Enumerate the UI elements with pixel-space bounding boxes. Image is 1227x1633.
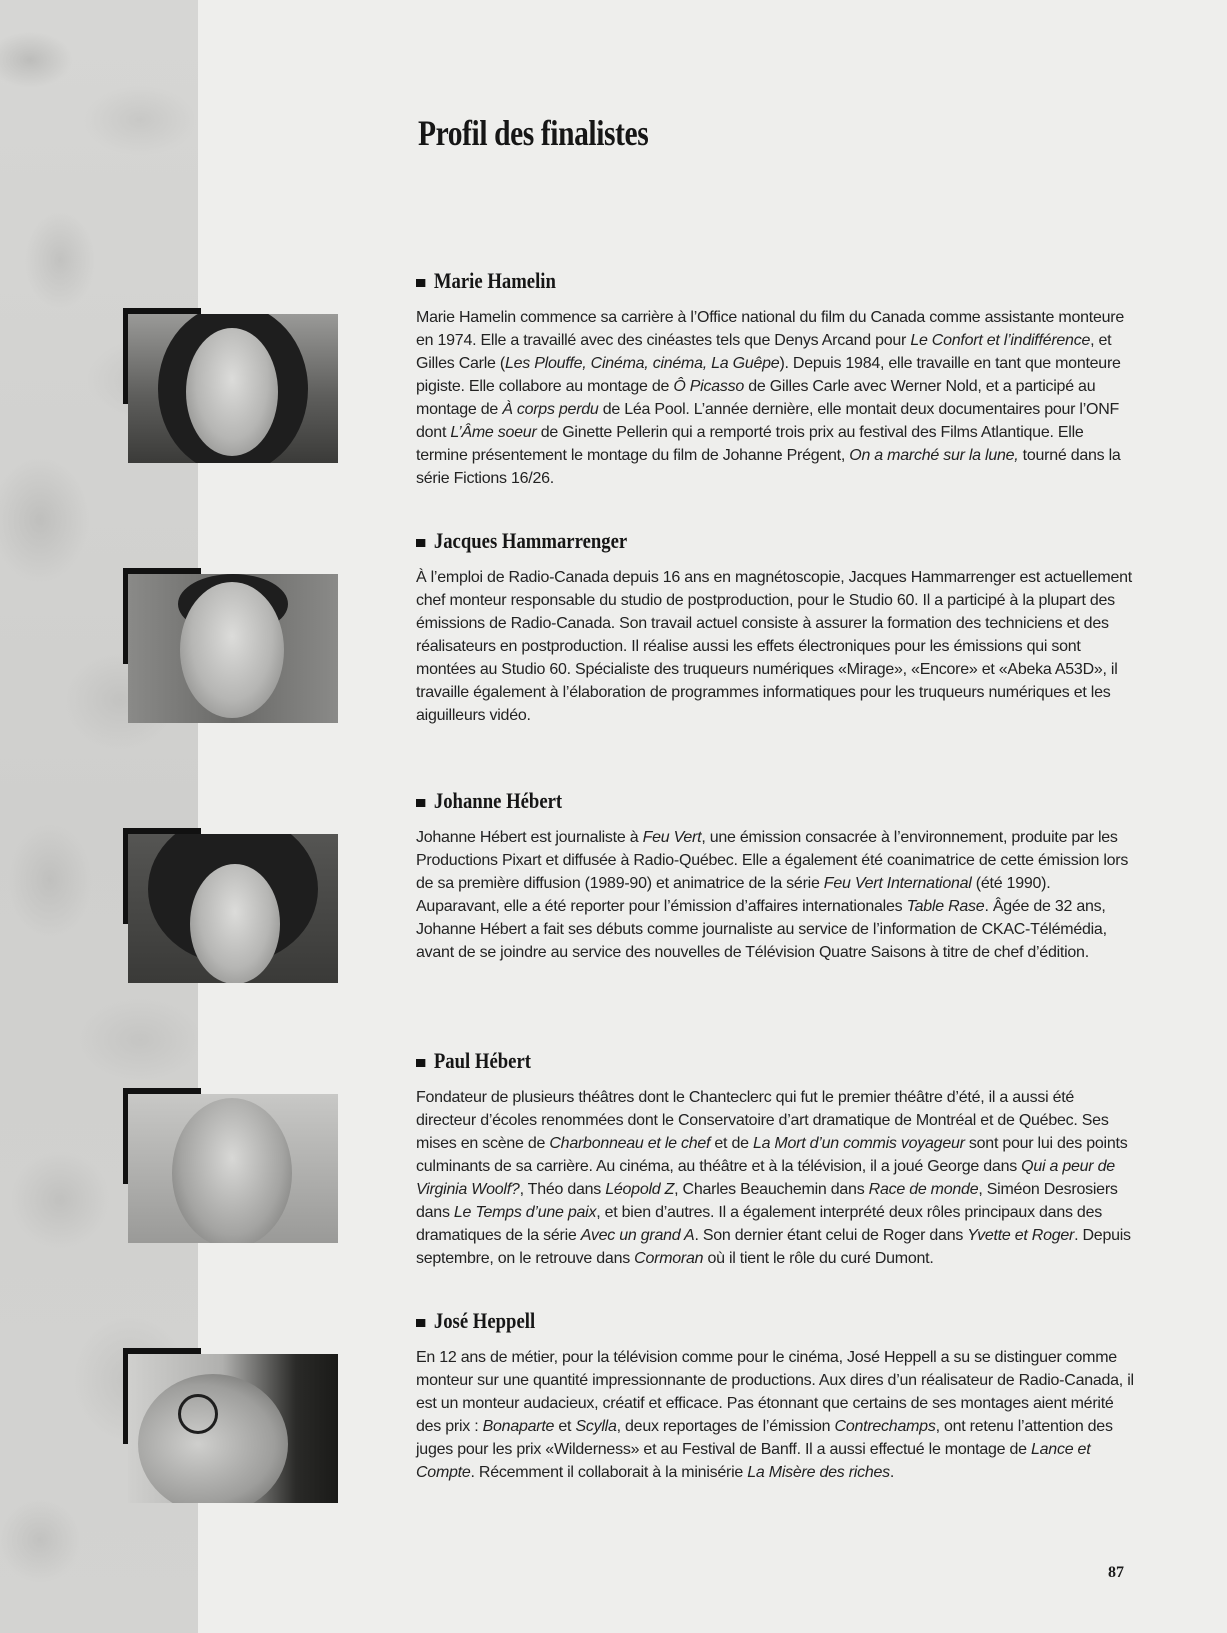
bio-text: . [889, 1464, 895, 1481]
bio-text: (été 1990). Auparavant, elle a été reporter pour l’émission d’affaires internationales [416, 875, 1051, 915]
bio-title-italic: Feu Vert [642, 829, 702, 846]
bio-text: Fondateur de plusieurs théâtres dont le Chanteclerc qui fut le premier théâtre d’été, il a aussi été directeur d’écoles renommées dont le Conservatoire d’art dramatique de Montréal et de Québec. Ses mises en scène de [416, 1089, 1109, 1152]
portrait-photo [128, 834, 338, 983]
portrait-photo [128, 574, 338, 723]
bio-text: ). Depuis 1984, elle travaille en tant que monteure pigiste. Elle collabore au montage de [416, 355, 1121, 395]
bio-title-italic: Contrechamps [834, 1418, 936, 1435]
profile-name: Paul Hébert [416, 1048, 531, 1074]
bio-title-italic: Léopold Z [605, 1181, 675, 1198]
bio-title-italic: Qui a peur de Virginia Woolf? [416, 1158, 1115, 1198]
bio-text: de Ginette Pellerin qui a remporté trois prix au festival des Films Atlantique. Elle termine présentement le montage du film de Johanne Prégent, [416, 424, 1084, 464]
bio-title-italic: Cormoran [634, 1250, 704, 1267]
bio-title-italic: Ô Picasso [673, 378, 745, 395]
bio-title-italic: Charbonneau et le chef [549, 1135, 711, 1152]
bullet-square-icon [416, 1319, 425, 1327]
photo-frame [123, 568, 341, 723]
bio-text: , ont retenu l’attention des juges pour les prix «Wilderness» et au Festival de Banff. Il a aussi effectué le montage de [416, 1418, 1113, 1458]
bio-title-italic: Le Confort et l’indifférence [910, 332, 1091, 349]
bio-text: . Âgée de 32 ans, Johanne Hébert a fait ses débuts comme journaliste au service de l’information de CKAC-Télémédia, avant de se joindre au service des nouvelles de Télévision Quatre Saisons à titre de chef d’édition. [416, 898, 1107, 961]
bio-title-italic: Lance et Compte [416, 1441, 1091, 1481]
bio-text: tourné dans la série Fictions 16/26. [416, 447, 1121, 487]
bio-text: Marie Hamelin commence sa carrière à l’Office national du film du Canada comme assistante monteure en 1974. Elle a travaillé avec des cinéastes tels que Denys Arcand pour [416, 309, 1124, 349]
bio-title-italic: Les Plouffe, Cinéma, cinéma, La Guêpe [504, 355, 780, 372]
bio-title-italic: La Mort d’un commis voyageur [752, 1135, 965, 1152]
photo-frame [123, 308, 341, 463]
photo-frame [123, 1088, 341, 1243]
bio-title-italic: L’Âme soeur [450, 424, 537, 441]
bio-text: sont pour lui des points culminants de sa carrière. Au cinéma, au théâtre et à la télévision, il a joué George dans [416, 1135, 1128, 1175]
bullet-square-icon [416, 1059, 425, 1067]
bio-text: . Depuis septembre, on le retrouve dans [416, 1227, 1131, 1267]
profile-name: Marie Hamelin [416, 268, 556, 294]
bio-title-italic: Bonaparte [482, 1418, 555, 1435]
profile-name: Johanne Hébert [416, 788, 562, 814]
profile-name: José Heppell [416, 1308, 535, 1334]
page-title: Profil des finalistes [418, 113, 649, 153]
bio-text: . Son dernier étant celui de Roger dans [694, 1227, 968, 1244]
bio-text: , et bien d’autres. Il a également interprété deux rôles principaux dans des dramatiques de la série [416, 1204, 1102, 1244]
bio-text: et [554, 1418, 576, 1435]
bio-title-italic: Race de monde [868, 1181, 979, 1198]
bio-title-italic: La Misère des riches [747, 1464, 890, 1481]
bullet-square-icon [416, 539, 425, 547]
bio-text: de Léa Pool. L’année dernière, elle montait deux documentaires pour l’ONF dont [416, 401, 1120, 441]
photo-frame [123, 828, 341, 983]
profile-name: Jacques Hammarrenger [416, 528, 627, 554]
profile-bio [416, 1346, 1134, 1484]
bio-text: , Siméon Desrosiers dans [416, 1181, 1118, 1221]
profile-bio [416, 566, 1134, 727]
bio-title-italic: Table Rase [906, 898, 985, 915]
bio-title-italic: Avec un grand A [580, 1227, 695, 1244]
portrait-photo [128, 1354, 338, 1503]
bio-text: et de [710, 1135, 753, 1152]
bio-text: En 12 ans de métier, pour la télévision comme pour le cinéma, José Heppell a su se distinguer comme monteur sur une quantité impressionnante de productions. Aux dires d’un réalisateur de Radio-Canada, il est un monteur audacieux, créatif et efficace. Pas étonnant que certains de ses montages aient mérité des prix : [416, 1349, 1134, 1435]
photo-frame [123, 1348, 341, 1503]
bio-title-italic: Scylla [575, 1418, 617, 1435]
bio-text: de Gilles Carle avec Werner Nold, et a participé au montage de [416, 378, 1096, 418]
bio-text: À l’emploi de Radio-Canada depuis 16 ans en magnétoscopie, Jacques Hammarrenger est actuellement chef monteur responsable du studio de postproduction, pour le Studio 60. Il a participé à la plupart des émissions de Radio-Canada. Son travail actuel consiste à assurer la formation des techniciens et des réalisateurs en postproduction. Il réalise aussi les effets électroniques pour les émissions qui sont montées au Studio 60. Spécialiste des truqueurs numériques «Mirage», «Encore» et «Abeka A53D», il travaille également à l’élaboration de programmes informatiques pour les truqueurs numériques et les aiguilleurs vidéo. [416, 569, 1132, 724]
profile-bio [416, 306, 1134, 490]
bio-text: , Théo dans [519, 1181, 606, 1198]
bio-text: , Charles Beauchemin dans [674, 1181, 869, 1198]
bio-title-italic: On a marché sur la lune, [849, 447, 1019, 464]
bio-text: , deux reportages de l’émission [616, 1418, 835, 1435]
page-number: 87 [1108, 1564, 1124, 1581]
bullet-square-icon [416, 799, 425, 807]
bio-text: Johanne Hébert est journaliste à [416, 829, 643, 846]
bio-title-italic: Feu Vert International [823, 875, 972, 892]
bio-title-italic: Yvette et Roger [967, 1227, 1075, 1244]
bio-text: . Récemment il collaborait à la minisérie [470, 1464, 748, 1481]
bio-text: , une émission consacrée à l’environnement, produite par les Productions Pixart et diffusée à Radio-Québec. Elle a également été coanimatrice de cette émission lors de sa première diffusion (1989-90) et animatrice de la série [416, 829, 1129, 892]
bio-text: , et Gilles Carle ( [416, 332, 1112, 372]
portrait-photo [128, 314, 338, 463]
portrait-photo [128, 1094, 338, 1243]
profile-bio [416, 826, 1134, 964]
bio-title-italic: À corps perdu [502, 401, 599, 418]
bio-text: où il tient le rôle du curé Dumont. [703, 1250, 934, 1267]
bullet-square-icon [416, 279, 425, 287]
bio-title-italic: Le Temps d’une paix [453, 1204, 597, 1221]
profile-bio [416, 1086, 1134, 1270]
